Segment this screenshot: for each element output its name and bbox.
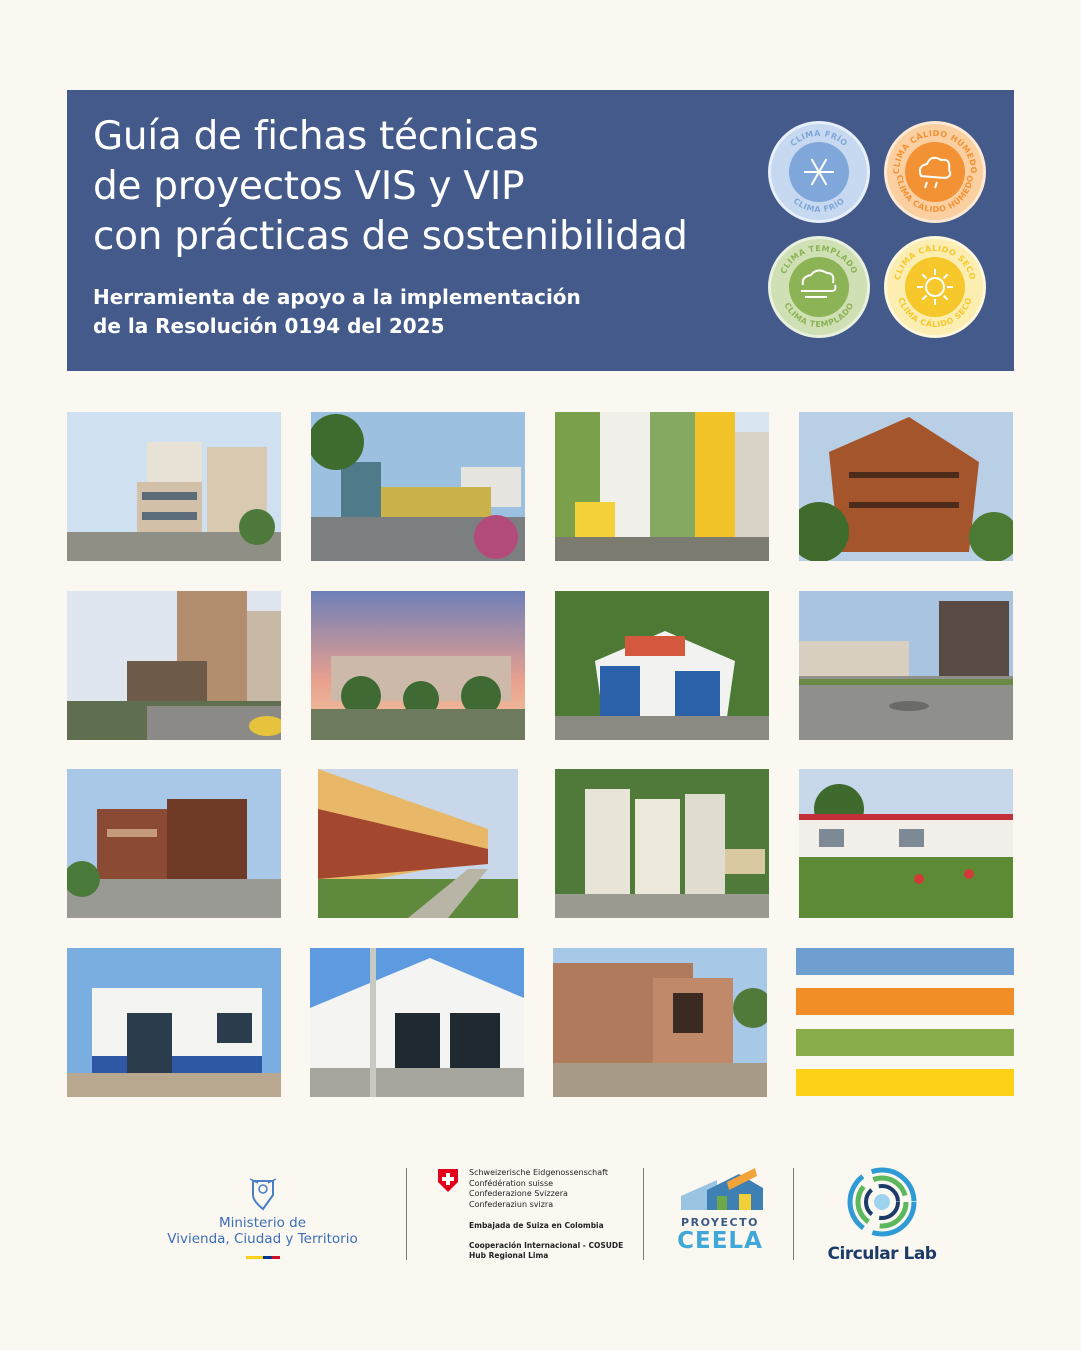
title-line-1: Guía de fichas técnicas (93, 114, 539, 159)
project-photo-7 (555, 591, 769, 740)
climate-badge-frio (768, 121, 870, 223)
climate-badge-calido-humedo (884, 121, 986, 223)
swiss-line-1: Schweizerische Eidgenossenschaft (469, 1168, 608, 1177)
swiss-line-2: Confédération suisse (469, 1178, 554, 1188)
project-photo-12 (799, 769, 1013, 918)
swiss-coop-line-1: Cooperación Internacional - COSUDE (469, 1241, 624, 1250)
title-line-2: de proyectos VIS y VIP (93, 164, 525, 209)
project-photo-9 (67, 769, 281, 918)
swiss-coop-line-2: Hub Regional Lima (469, 1250, 549, 1260)
subtitle-line-1: Herramienta de apoyo a la implementación (93, 285, 581, 309)
footer-logos (0, 1160, 1081, 1270)
colombia-flag-bar (246, 1256, 280, 1259)
swiss-line-4: Confederaziun svizra (469, 1199, 554, 1209)
swiss-line-3: Confederazione Svizzera (469, 1189, 568, 1198)
logo-minvivienda (150, 1175, 375, 1263)
climate-ring-label: CLIMA CÁLIDO SECO (892, 244, 978, 282)
swiss-names (469, 1168, 608, 1210)
project-photo-14 (310, 948, 524, 1097)
footer-divider-1 (406, 1168, 407, 1260)
project-photo-13 (67, 948, 281, 1097)
climate-ring-label: CLIMA FRÍO (788, 128, 850, 149)
footer-divider-2 (643, 1168, 644, 1260)
project-photo-6 (311, 591, 525, 740)
climate-ring-label: CLIMA FRÍO (791, 196, 847, 215)
project-photo-10 (318, 769, 518, 918)
project-photo-15 (553, 948, 767, 1097)
circular-lab-icon (844, 1166, 920, 1238)
project-photo-2 (311, 412, 525, 561)
color-stripe-orange (796, 988, 1014, 1015)
color-stripe-green (796, 1029, 1014, 1056)
project-photo-8 (799, 591, 1013, 740)
climate-badge-templado (768, 236, 870, 338)
project-photo-11 (555, 769, 769, 918)
project-photo-4 (799, 412, 1013, 561)
ceela-line-2: CEELA (677, 1228, 763, 1254)
logo-proyecto-ceela (670, 1166, 770, 1253)
color-stripe-yellow (796, 1069, 1014, 1096)
header-banner (67, 90, 1014, 371)
page-subtitle (93, 283, 653, 341)
logo-circular-lab (822, 1166, 942, 1264)
color-stripe-blue (796, 948, 1014, 975)
subtitle-line-2: de la Resolución 0194 del 2025 (93, 314, 445, 338)
circular-lab-label: Circular Lab (827, 1244, 937, 1264)
page-title (93, 112, 753, 262)
project-photo-5 (67, 591, 281, 740)
climate-ring-label: CLIMA CÁLIDO SECO (896, 296, 974, 330)
swiss-cooperation (469, 1241, 623, 1260)
climate-ring-label: CLIMA TEMPLADO (778, 243, 860, 276)
swiss-cross-icon (437, 1168, 459, 1192)
climate-ring-label: CLIMA CÁLIDO HÚMEDO (894, 174, 976, 215)
climate-ring-label: CLIMA CÁLIDO HÚMEDO (891, 128, 979, 175)
colombia-coat-of-arms-icon (248, 1175, 278, 1211)
footer-divider-3 (793, 1168, 794, 1260)
climate-ring-label: CLIMA TEMPLADO (782, 301, 856, 330)
title-line-3: con prácticas de sostenibilidad (93, 214, 688, 259)
project-photo-3 (555, 412, 769, 561)
project-photo-1 (67, 412, 281, 561)
ceela-line-1: PROYECTO (681, 1216, 759, 1229)
swiss-embassy: Embajada de Suiza en Colombia (469, 1221, 604, 1230)
ministerio-line-1: Ministerio de (218, 1215, 307, 1231)
ministerio-line-2: Vivienda, Ciudad y Territorio (167, 1231, 358, 1247)
ceela-house-icon (677, 1166, 763, 1210)
climate-badge-calido-seco (884, 236, 986, 338)
